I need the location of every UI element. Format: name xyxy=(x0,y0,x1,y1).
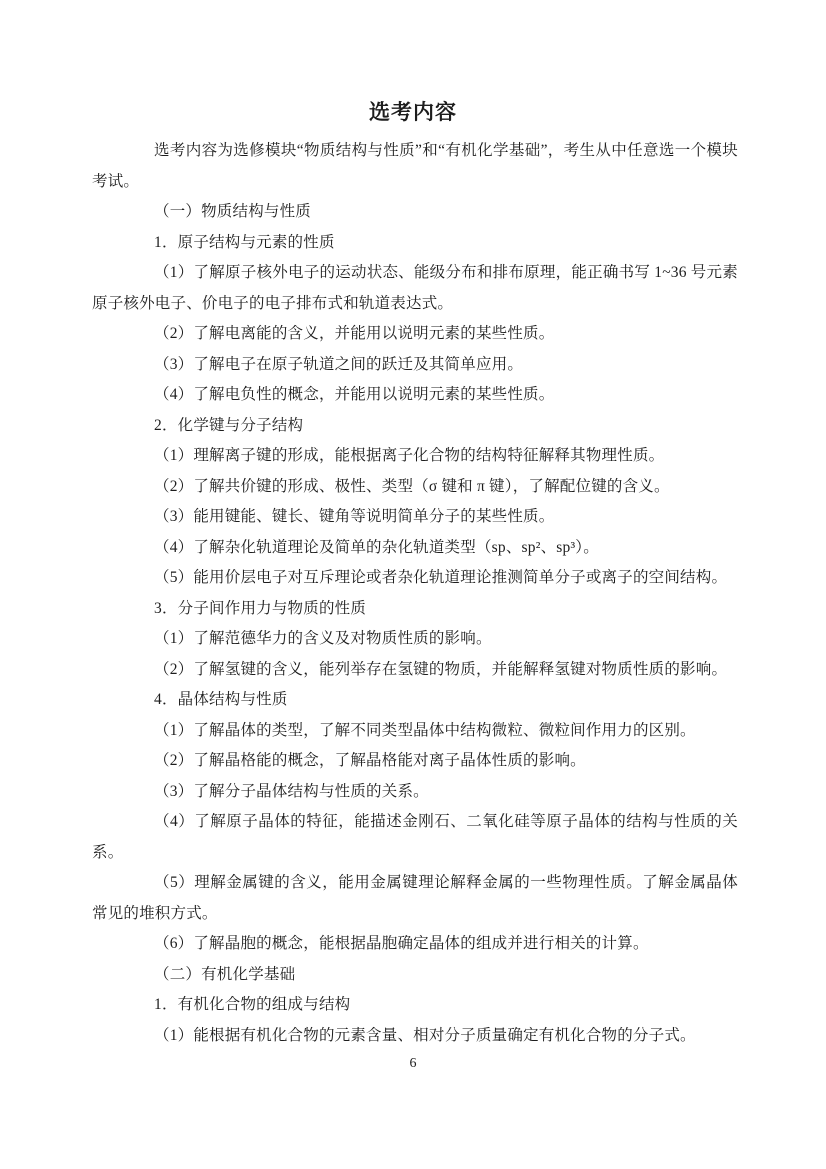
list-item: （3）了解电子在原子轨道之间的跃迁及其简单应用。 xyxy=(154,355,524,373)
list-item: （5）理解金属键的含义，能用金属键理论解释金属的一些物理性质。了解金属晶体常见的堆积方式。 xyxy=(92,874,738,922)
list-item: （4）了解电负性的概念，并能用以说明元素的某些性质。 xyxy=(154,386,555,403)
list-item: （6）了解晶胞的概念，能根据晶胞确定晶体的组成并进行相关的计算。 xyxy=(154,935,649,952)
section-heading-1: （一）物质结构与性质 xyxy=(154,203,312,220)
list-item: （4）了解杂化轨道理论及简单的杂化轨道类型（sp、sp²、sp³）。 xyxy=(154,538,599,556)
list-item: （1）理解离子键的形成，能根据离子化合物的结构特征解释其物理性质。 xyxy=(154,447,665,464)
page-number: 6 xyxy=(409,1056,417,1071)
list-item: （2）了解共价键的形成、极性、类型（σ 键和 π 键），了解配位键的含义。 xyxy=(154,477,670,495)
list-item: （4）了解原子晶体的特征，能描述金刚石、二氧化硅等原子晶体的结构与性质的关系。 xyxy=(92,813,738,861)
list-item: （1）了解晶体的类型，了解不同类型晶体中结构微粒、微粒间作用力的区别。 xyxy=(154,721,696,739)
list-item: （2）了解氢键的含义，能列举存在氢键的物质，并能解释氢键对物质性质的影响。 xyxy=(154,660,728,678)
list-item: （5）能用价层电子对互斥理论或者杂化轨道理论推测简单分子或离子的空间结构。 xyxy=(154,569,728,586)
list-item: （2）了解晶格能的概念，了解晶格能对离子晶体性质的影响。 xyxy=(154,752,586,769)
intro-paragraph: 选考内容为选修模块“物质结构与性质”和“有机化学基础”，考生从中任意选一个模块考试。 xyxy=(92,142,738,190)
subsection-heading: 1．原子结构与元素的性质 xyxy=(154,233,335,251)
list-item: （1）了解范德华力的含义及对物质性质的影响。 xyxy=(154,630,492,647)
list-item: （3）了解分子晶体结构与性质的关系。 xyxy=(154,782,429,800)
list-item: （2）了解电离能的含义，并能用以说明元素的某些性质。 xyxy=(154,325,555,342)
document-body xyxy=(92,136,738,1051)
list-item: （3）能用键能、键长、键角等说明简单分子的某些性质。 xyxy=(154,508,555,525)
list-item: （1）能根据有机化合物的元素含量、相对分子质量确定有机化合物的分子式。 xyxy=(154,1026,696,1044)
list-item: （1）了解原子核外电子的运动状态、能级分布和排布原理，能正确书写 1~36 号元素原子核外电子、价电子的电子排布式和轨道表达式。 xyxy=(92,264,738,312)
subsection-heading: 4．晶体结构与性质 xyxy=(154,691,288,708)
subsection-heading: 3．分子间作用力与物质的性质 xyxy=(154,599,367,617)
subsection-heading: 2．化学键与分子结构 xyxy=(154,416,304,434)
subsection-heading: 1．有机化合物的组成与结构 xyxy=(154,996,351,1013)
section-heading-2: （二）有机化学基础 xyxy=(154,965,296,983)
page-title: 选考内容 xyxy=(369,100,457,124)
